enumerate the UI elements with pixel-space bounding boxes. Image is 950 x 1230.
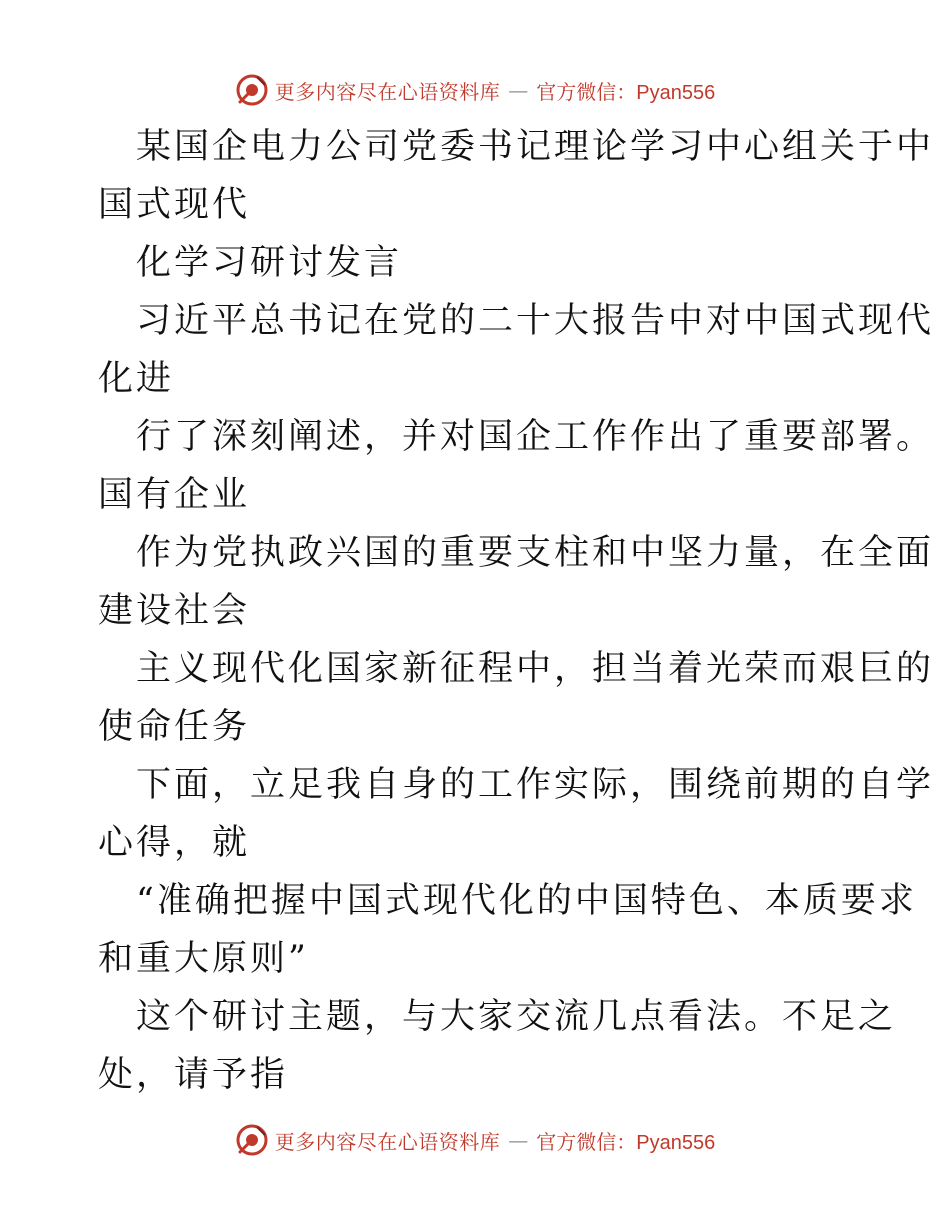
- text-line: 使命任务: [98, 707, 251, 747]
- header-wechat-text: 官方微信：Pyan556: [536, 81, 716, 104]
- text-line: 国有企业: [98, 475, 251, 515]
- header-separator: —: [508, 78, 529, 102]
- text-line: 主义现代化国家新征程中，担当着光荣而艰巨的: [136, 649, 935, 689]
- pen-logo-icon: [235, 73, 269, 107]
- document-body: [98, 118, 935, 1104]
- page-header: [0, 70, 950, 110]
- text-line: 化进: [98, 359, 175, 399]
- pen-logo-icon: [235, 1123, 269, 1157]
- text-line: “准确把握中国式现代化的中国特色、本质要求: [136, 881, 917, 921]
- text-line: 习近平总书记在党的二十大报告中对中国式现代: [136, 301, 935, 341]
- footer-brand-text: 更多内容尽在心语资料库: [274, 1129, 501, 1154]
- text-line: 和重大原则”: [98, 939, 309, 979]
- header-brand-text: 更多内容尽在心语资料库: [274, 79, 501, 104]
- text-line: 化学习研讨发言: [136, 243, 403, 283]
- text-line: 处，请予指: [98, 1055, 289, 1095]
- text-line: 建设社会: [98, 591, 251, 631]
- footer-wechat-text: 官方微信：Pyan556: [536, 1131, 716, 1154]
- text-line: 国式现代: [98, 185, 251, 225]
- text-line: 心得，就: [98, 823, 251, 863]
- text-line: 某国企电力公司党委书记理论学习中心组关于中: [136, 127, 935, 167]
- page-footer: [0, 1120, 950, 1160]
- text-line: 作为党执政兴国的重要支柱和中坚力量，在全面: [136, 533, 935, 573]
- header-watermark: [235, 73, 715, 107]
- footer-separator: —: [508, 1128, 529, 1152]
- text-line: 下面，立足我自身的工作实际，围绕前期的自学: [136, 765, 935, 805]
- footer-watermark: [235, 1123, 715, 1157]
- text-line: 行了深刻阐述，并对国企工作作出了重要部署。: [136, 417, 935, 457]
- text-line: 这个研讨主题，与大家交流几点看法。不足之: [136, 997, 897, 1037]
